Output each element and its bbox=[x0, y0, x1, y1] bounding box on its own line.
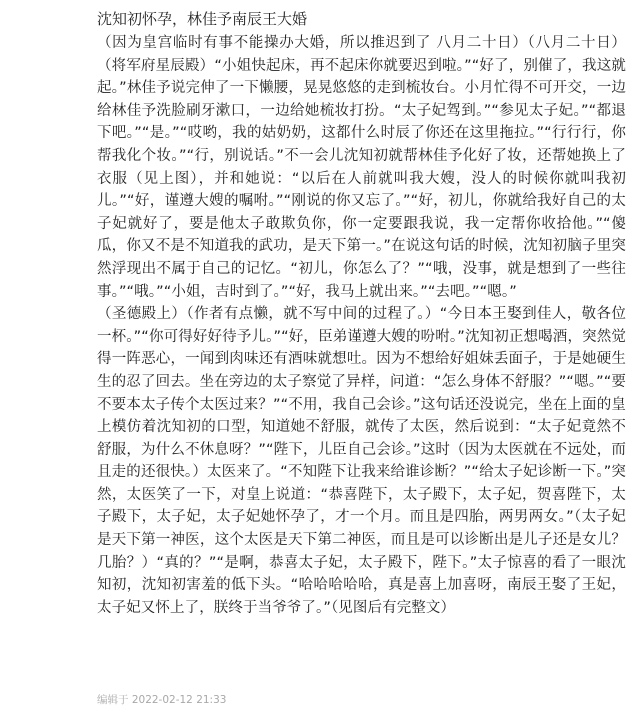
edit-timestamp: 编辑于 2022-02-12 21:33 bbox=[97, 694, 227, 706]
article-paragraph: （因为皇宫临时有事不能操办大婚，所以推迟到了 八月二十日）（八月二十日）（将军府星辰殿）“小姐快起床，再不起床你就要迟到啦。”“好了，别催了，我这就起。”林佳予说完伸了一下懒腰，晃晃悠悠的走到梳妆台。小月忙得不可开交，一边给林佳予洗脸刷牙漱口，一边给她梳妆打扮。“太子妃驾到。”“参见太子妃。”“都退下吧。”“是。”“哎哟，我的姑奶奶，这都什么时辰了你还在这里拖拉。”“行行行，你帮我化个妆。”“行，别说话。”不一会儿沈知初就帮林佳予化好了妆，还帮她换上了衣服（见上图），并和她说：“以后在人前就叫我大嫂，没人的时候你就叫我初儿。”“好，谨遵大嫂的嘱咐。”“刚说的你又忘了。”“好，初儿，你就给我好自己的太子妃就好了，要是他太子敢欺负你，你一定要跟我说，我一定帮你收拾他。”“傻瓜，你又不是不知道我的武功，是天下第一。”在说这句话的时候，沈知初脑子里突然浮现出不属于自己的记忆。“初儿，你怎么了？”“哦，没事，就是想到了一些往事。”“哦。”“小姐，吉时到了。”“好，我马上就出来。”“去吧。”“嗯。” bbox=[97, 35, 626, 300]
article-paragraph: （圣德殿上）（作者有点懒，就不写中间的过程了。）“今日本王娶到佳人，敬各位一杯。”“你可得好好待予儿。”“好，臣弟谨遵大嫂的吩咐。”沈知初正想喝酒，突然觉得一阵恶心，一闻到肉味还有酒味就想吐。因为不想给好姐妹丢面子，于是她硬生生的忍了回去。坐在旁边的太子察觉了异样，问道：“怎么身体不舒服？”“嗯。”“要不要本太子传个太医过来？”“不用，我自己会诊。”这句话还没说完，坐在上面的皇上模仿着沈知初的口型，知道她不舒服，就传了太医，然后说到：“太子妃竟然不舒服，为什么不休息呀？”“陛下，儿臣自己会诊。”这时（因为太医就在不远处，而且走的还很快。）太医来了。“不知陛下让我来给谁诊断？”“给太子妃诊断一下。”突然，太医笑了一下，对皇上说道：“恭喜陛下，太子殿下，太子妃，贺喜陛下，太子殿下，太子妃，太子妃她怀孕了，才一个月。而且是四胎，两男两女。”（太子妃是天下第一神医，这个太医是天下第二神医，而且是可以诊断出是儿子还是女儿？几胎？）“真的？”“是啊，恭喜太子妃，太子殿下，陛下。”太子惊喜的看了一眼沈知初，沈知初害羞的低下头。“哈哈哈哈哈，真是喜上加喜呀，南辰王娶了王妃，太子妃又怀上了，朕终于当爷爷了。”（见图后有完整文） bbox=[97, 306, 626, 616]
article-title: 沈知初怀孕，林佳予南辰王大婚 bbox=[97, 10, 308, 28]
